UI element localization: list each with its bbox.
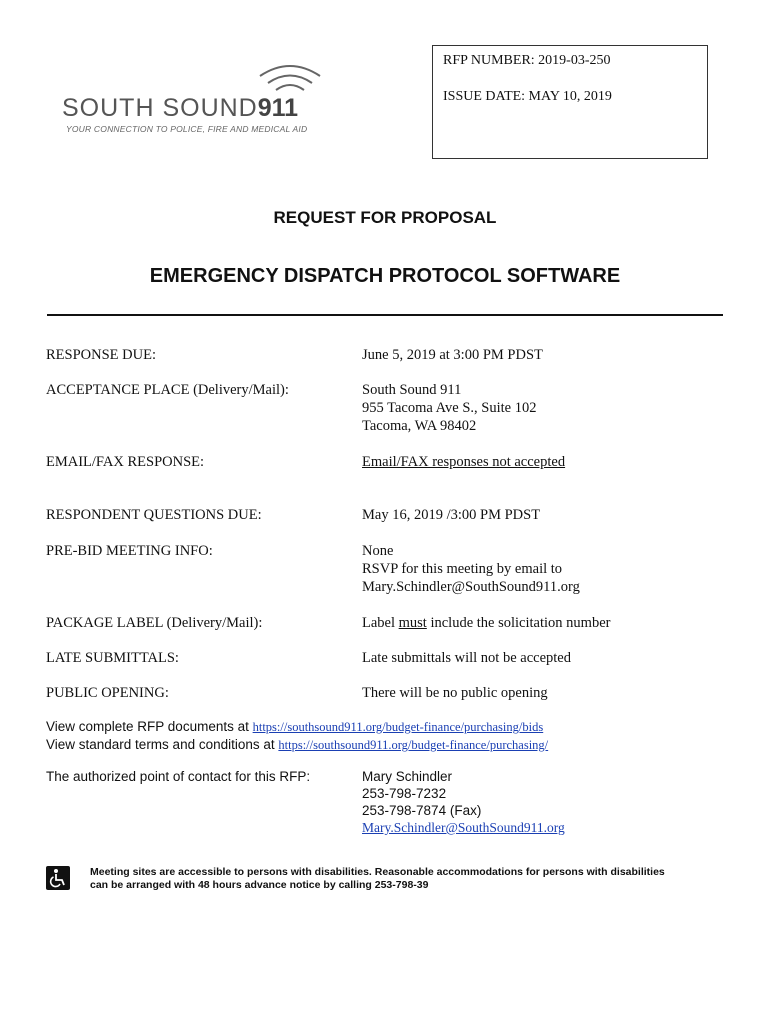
late-submittals-label: LATE SUBMITTALS:	[46, 650, 179, 666]
accessibility-note-line: can be arranged with 48 hours advance notice by calling 253-798-39	[90, 879, 429, 891]
logo-name-text: SOUTH SOUND	[62, 94, 258, 122]
package-label-emphasis: must	[398, 615, 427, 631]
address-line: 955 Tacoma Ave S., Suite 102	[362, 400, 537, 416]
accessibility-note	[90, 866, 740, 892]
pre-bid-line: RSVP for this meeting by email to	[362, 561, 563, 577]
signal-waves-icon	[258, 62, 322, 96]
terms-link[interactable]: https://southsound911.org/budget-finance/purchasing/	[278, 738, 549, 752]
document-title: EMERGENCY DISPATCH PROTOCOL SOFTWARE	[149, 265, 621, 287]
title-divider	[47, 314, 723, 316]
pre-bid-email: Mary.Schindler@SouthSound911.org	[362, 579, 580, 595]
contact-name: Mary Schindler	[362, 769, 453, 784]
rfp-documents-line	[46, 719, 543, 735]
public-opening-label: PUBLIC OPENING:	[46, 685, 169, 701]
rfp-number: RFP NUMBER: 2019-03-250	[443, 53, 611, 68]
package-label-label: PACKAGE LABEL (Delivery/Mail):	[46, 615, 263, 631]
south-sound-911-logo	[62, 62, 342, 142]
wheelchair-icon	[46, 866, 70, 890]
acceptance-place-address	[362, 381, 536, 435]
response-due-value: June 5, 2019 at 3:00 PM PDST	[362, 347, 543, 363]
logo-name-number: 911	[257, 94, 299, 122]
rfp-info-box	[432, 45, 708, 159]
package-label-text: include the solicitation number	[426, 615, 611, 631]
pre-bid-line: None	[362, 543, 394, 559]
response-due-label: RESPONSE DUE:	[46, 347, 156, 363]
rfp-documents-link[interactable]: https://southsound911.org/budget-finance/purchasing/bids	[252, 720, 544, 734]
contact-phone: 253-798-7232	[362, 786, 447, 801]
address-line: Tacoma, WA 98402	[362, 418, 477, 434]
terms-line	[46, 737, 548, 753]
rfp-documents-text: View complete RFP documents at	[46, 719, 253, 734]
contact-fax: 253-798-7874 (Fax)	[362, 803, 482, 818]
terms-text: View standard terms and conditions at	[46, 737, 279, 752]
public-opening-value: There will be no public opening	[362, 685, 548, 701]
logo-tagline: YOUR CONNECTION TO POLICE, FIRE AND MEDICAL AID	[66, 124, 308, 134]
late-submittals-value: Late submittals will not be accepted	[362, 650, 571, 666]
questions-due-label: RESPONDENT QUESTIONS DUE:	[46, 507, 262, 523]
contact-details	[362, 768, 565, 836]
package-label-text: Label	[362, 615, 399, 631]
email-fax-label: EMAIL/FAX RESPONSE:	[46, 454, 205, 470]
acceptance-place-label: ACCEPTANCE PLACE (Delivery/Mail):	[46, 382, 289, 398]
pre-bid-label: PRE-BID MEETING INFO:	[46, 543, 213, 559]
contact-email-link[interactable]: Mary.Schindler@SouthSound911.org	[362, 820, 565, 835]
address-line: South Sound 911	[362, 382, 462, 398]
email-fax-value: Email/FAX responses not accepted	[362, 454, 566, 470]
pre-bid-info	[362, 542, 580, 596]
issue-date: ISSUE DATE: MAY 10, 2019	[443, 89, 612, 104]
document-subtitle: REQUEST FOR PROPOSAL	[273, 208, 497, 227]
accessibility-note-line: Meeting sites are accessible to persons with disabilities. Reasonable accommodations for persons with disabilities	[90, 866, 665, 878]
questions-due-value: May 16, 2019 /3:00 PM PDST	[362, 507, 541, 523]
contact-label: The authorized point of contact for this RFP:	[46, 769, 311, 784]
logo-name	[62, 94, 298, 123]
package-label-value	[362, 614, 610, 632]
